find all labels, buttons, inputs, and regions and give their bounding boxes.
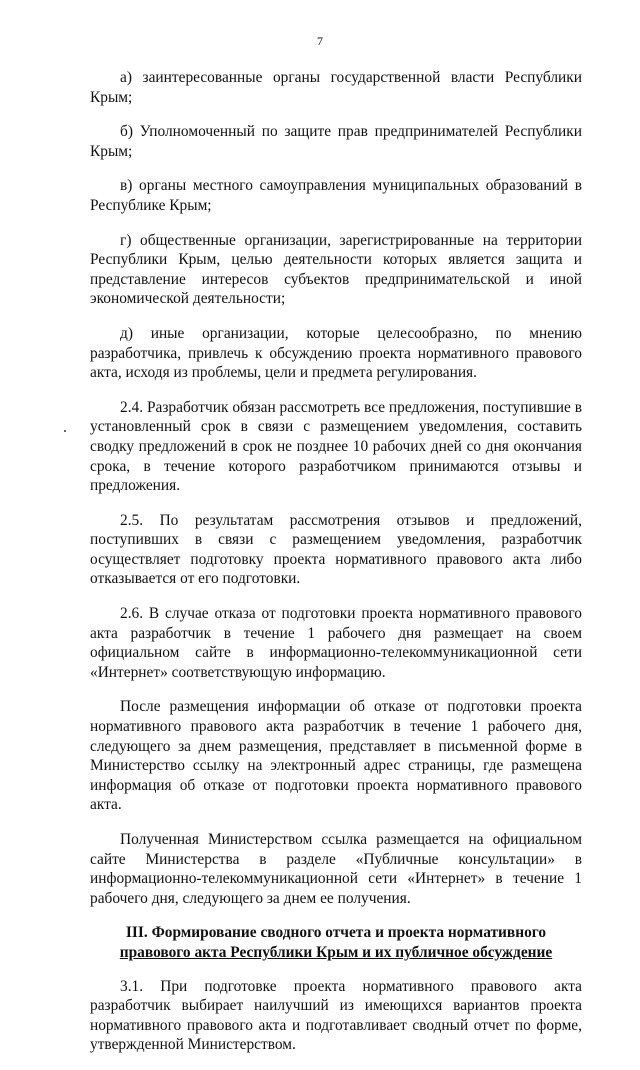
public-consultation-paragraph: Полученная Министерством ссылка размещается на официальном сайте Министерства в разделе «Публичные консультации» в информационно-телекоммуникационной сети «Интернет» в течение 1 рабочего дня, следующего за днем ее получения. [90,831,582,907]
list-item-v: в) органы местного самоуправления муниципальных образований в Республике Крым; [90,177,582,214]
clause-2-4: 2.4. Разработчик обязан рассмотреть все предложения, поступившие в установленный срок в связи с размещением уведомления, составить сводку предложений в срок не позднее 10 рабочих дней со дня окончания срока, в течение которого разработчиком принимаются отзывы и предложения. [90,398,582,495]
section-heading-3 [90,923,582,962]
document-body [90,68,582,1070]
scan-speck [64,430,66,432]
list-item-d: д) иные организации, которые целесообразно, по мнению разработчика, привлечь к обсуждению проекта нормативного правового акта, исходя из проблемы, цели и предмета регулирования. [90,324,582,382]
section-heading-line-2: правового акта Республики Крым и их публичное обсуждение [119,943,553,961]
page-number: 7 [317,34,323,48]
clause-2-6: 2.6. В случае отказа от подготовки проекта нормативного правового акта разработчик в течение 1 рабочего дня размещает на своем официальном сайте в информационно-телекоммуникационной сети «Интернет» соответствующую информацию. [90,605,582,681]
refusal-notice-paragraph: После размещения информации об отказе от подготовки проекта нормативного правового акта разработчик в течение 1 рабочего дня, следующего за днем размещения, представляет в письменной форме в Министерство ссылку на электронный адрес страницы, где размещена информация об отказе от подготовки проекта нормативного правового акта. [90,698,582,814]
list-item-b: б) Уполномоченный по защите прав предпринимателей Республики Крым; [90,123,582,160]
list-item-a: а) заинтересованные органы государственной власти Республики Крым; [90,69,582,106]
clause-3-1: 3.1. При подготовке проекта нормативного правового акта разработчик выбирает наилучший из имеющихся вариантов проекта нормативного правового акта и подготавливает сводный отчет по форме, утвержденной Министерством. [90,977,582,1054]
list-item-g: г) общественные организации, зарегистрированные на территории Республики Крым, целью деятельности которых является защита и представление интересов субъектов предпринимательской и иной экономической деятельности; [90,231,582,308]
section-heading-line-1: III. Формирование сводного отчета и проекта нормативного [125,924,547,942]
clause-2-5: 2.5. По результатам рассмотрения отзывов и предложений, поступивших в связи с размещением уведомления, разработчик осуществляет подготовку проекта нормативного правового акта либо отказывается от его подготовки. [90,511,582,588]
